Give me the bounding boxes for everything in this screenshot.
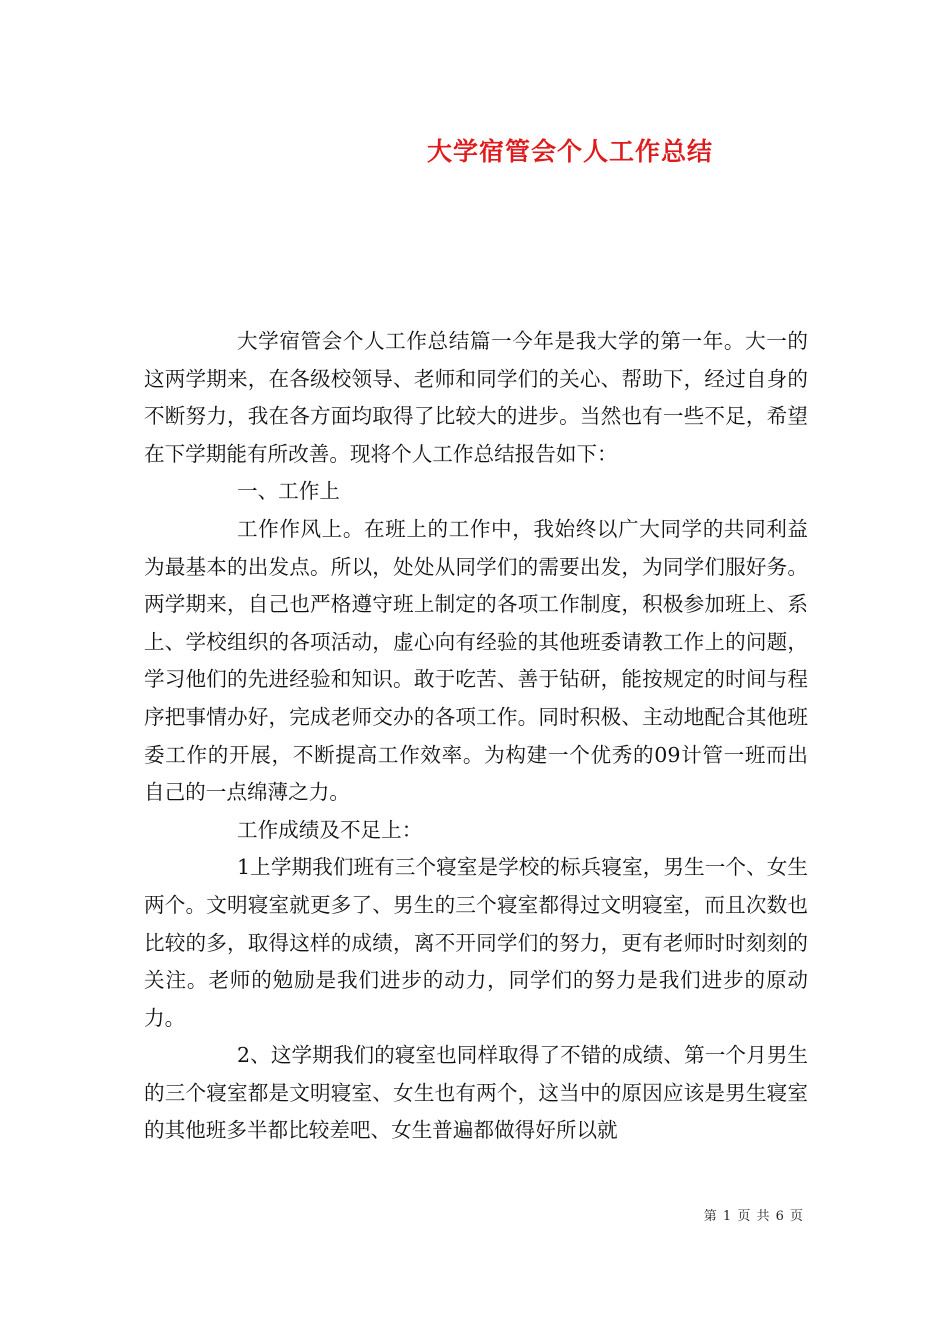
paragraph-item-2: 2、这学期我们的寝室也同样取得了不错的成绩、第一个月男生的三个寝室都是文明寝室、女生也有两个，这当中的原因应该是男生寝室的其他班多半都比较差吧、女生普遍都做得好所以就	[144, 1043, 808, 1143]
page-number-footer: 第 1 页 共 6 页	[703, 1209, 804, 1224]
paragraph-work-style: 工作作风上。在班上的工作中，我始终以广大同学的共同利益为最基本的出发点。所以，处处从同学们的需要出发，为同学们服好务。两学期来，自己也严格遵守班上制定的各项工作制度，积极参加班上、系上、学校组织的各项活动，虚心向有经验的其他班委请教工作上的问题，学习他们的先进经验和知识。敢于吃苦、善于钻研，能按规定的时间与程序把事情办好，完成老师交办的各项工作。同时积极、主动地配合其他班委工作的开展，不断提高工作效率。为构建一个优秀的09计管一班而出自己的一点绵薄之力。	[144, 516, 808, 805]
paragraph-item-1: 1上学期我们班有三个寝室是学校的标兵寝室，男生一个、女生两个。文明寝室就更多了、男生的三个寝室都得过文明寝室，而且次数也比较的多，取得这样的成绩，离不开同学们的努力，更有老师时时刻刻的关注。老师的勉励是我们进步的动力，同学们的努力是我们进步的原动力。	[144, 855, 808, 1030]
paragraph-intro: 大学宿管会个人工作总结篇一今年是我大学的第一年。大一的这两学期来，在各级校领导、老师和同学们的关心、帮助下，经过自身的不断努力，我在各方面均取得了比较大的进步。当然也有一些不足，希望在下学期能有所改善。现将个人工作总结报告如下：	[144, 329, 808, 466]
document-body	[144, 323, 808, 1150]
section-heading-work: 一、工作上	[237, 479, 340, 504]
subheading-achievements: 工作成绩及不足上：	[237, 817, 423, 842]
document-title: 大学宿管会个人工作总结	[426, 137, 713, 166]
